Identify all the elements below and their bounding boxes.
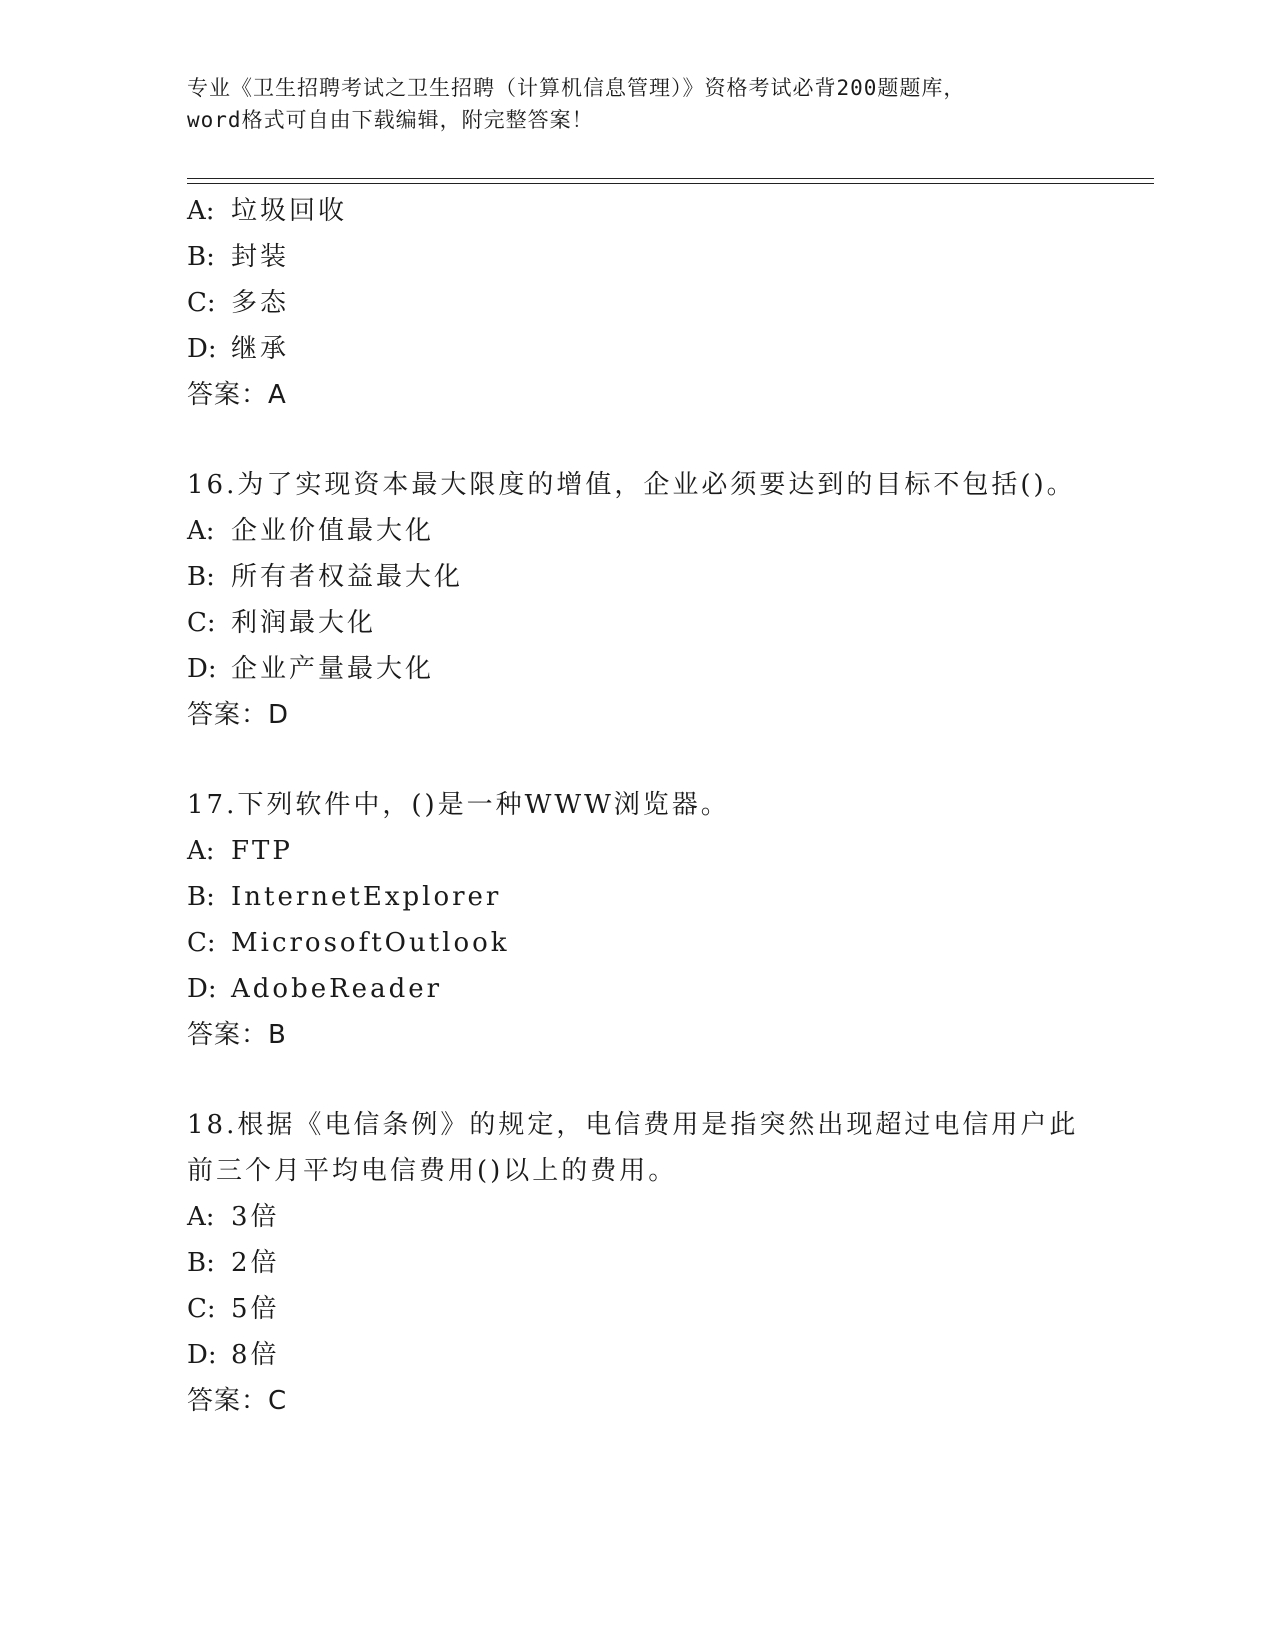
option-key: A: [187, 1202, 215, 1232]
option-key: C: [187, 928, 216, 958]
question-text: 16.为了实现资本最大限度的增值，企业必须要达到的目标不包括()。 [187, 470, 1076, 500]
option-key: C: [187, 1294, 216, 1324]
answer-option [187, 1194, 1107, 1240]
option-text: 企业价值最大化 [231, 516, 435, 546]
option-text: 垃圾回收 [231, 196, 348, 226]
option-text: InternetExplorer [231, 882, 502, 912]
answer-option [187, 554, 1107, 600]
answer-option [187, 920, 1107, 966]
answer-option [187, 234, 1107, 280]
option-text: 5倍 [231, 1294, 280, 1324]
answer-key: 答案：D [187, 700, 290, 730]
question-block [187, 1102, 1107, 1424]
option-text: 利润最大化 [231, 608, 377, 638]
option-key: B: [187, 562, 215, 592]
answer-option [187, 188, 1107, 234]
option-text: MicrosoftOutlook [231, 928, 510, 958]
answer-option [187, 828, 1107, 874]
option-key: B: [187, 242, 215, 272]
option-key: D: [187, 1340, 217, 1370]
question-block [187, 188, 1107, 418]
option-key: C: [187, 608, 216, 638]
option-text: 企业产量最大化 [231, 654, 435, 684]
question-text: 18.根据《电信条例》的规定，电信费用是指突然出现超过电信用户此 [187, 1110, 1079, 1140]
answer-key: 答案：A [187, 380, 287, 410]
answer-key: 答案：C [187, 1386, 288, 1416]
header-divider-top [187, 178, 1154, 179]
option-text: 继承 [231, 334, 290, 364]
option-key: A: [187, 836, 215, 866]
question-block [187, 462, 1107, 738]
header-divider-bottom [187, 183, 1154, 184]
question-list [187, 188, 1107, 1424]
option-key: D: [187, 334, 217, 364]
question-block [187, 782, 1107, 1058]
answer-option [187, 646, 1107, 692]
option-text: 3倍 [231, 1202, 280, 1232]
option-text: FTP [231, 836, 293, 866]
option-key: A: [187, 516, 215, 546]
answer-option [187, 280, 1107, 326]
header-title-line-1: 专业《卫生招聘考试之卫生招聘（计算机信息管理）》资格考试必背200题题库， [187, 76, 966, 100]
answer-option [187, 1286, 1107, 1332]
answer-option [187, 966, 1107, 1012]
option-text: 多态 [231, 288, 290, 318]
answer-option [187, 600, 1107, 646]
answer-option [187, 874, 1107, 920]
answer-option [187, 1240, 1107, 1286]
option-text: 封装 [231, 242, 290, 272]
option-key: C: [187, 288, 216, 318]
header-title-line-2: word格式可自由下载编辑，附完整答案！ [187, 108, 594, 132]
option-key: B: [187, 1248, 215, 1278]
answer-option [187, 508, 1107, 554]
document-header [187, 72, 1087, 136]
question-text: 前三个月平均电信费用()以上的费用。 [187, 1156, 678, 1186]
option-key: D: [187, 654, 217, 684]
option-text: 所有者权益最大化 [231, 562, 464, 592]
option-text: 2倍 [231, 1248, 280, 1278]
option-key: B: [187, 882, 215, 912]
answer-key: 答案：B [187, 1020, 287, 1050]
option-key: D: [187, 974, 217, 1004]
option-text: 8倍 [231, 1340, 280, 1370]
answer-option [187, 1332, 1107, 1378]
option-text: AdobeReader [231, 974, 443, 1004]
question-text: 17.下列软件中，()是一种WWW浏览器。 [187, 790, 730, 820]
option-key: A: [187, 196, 215, 226]
answer-option [187, 326, 1107, 372]
